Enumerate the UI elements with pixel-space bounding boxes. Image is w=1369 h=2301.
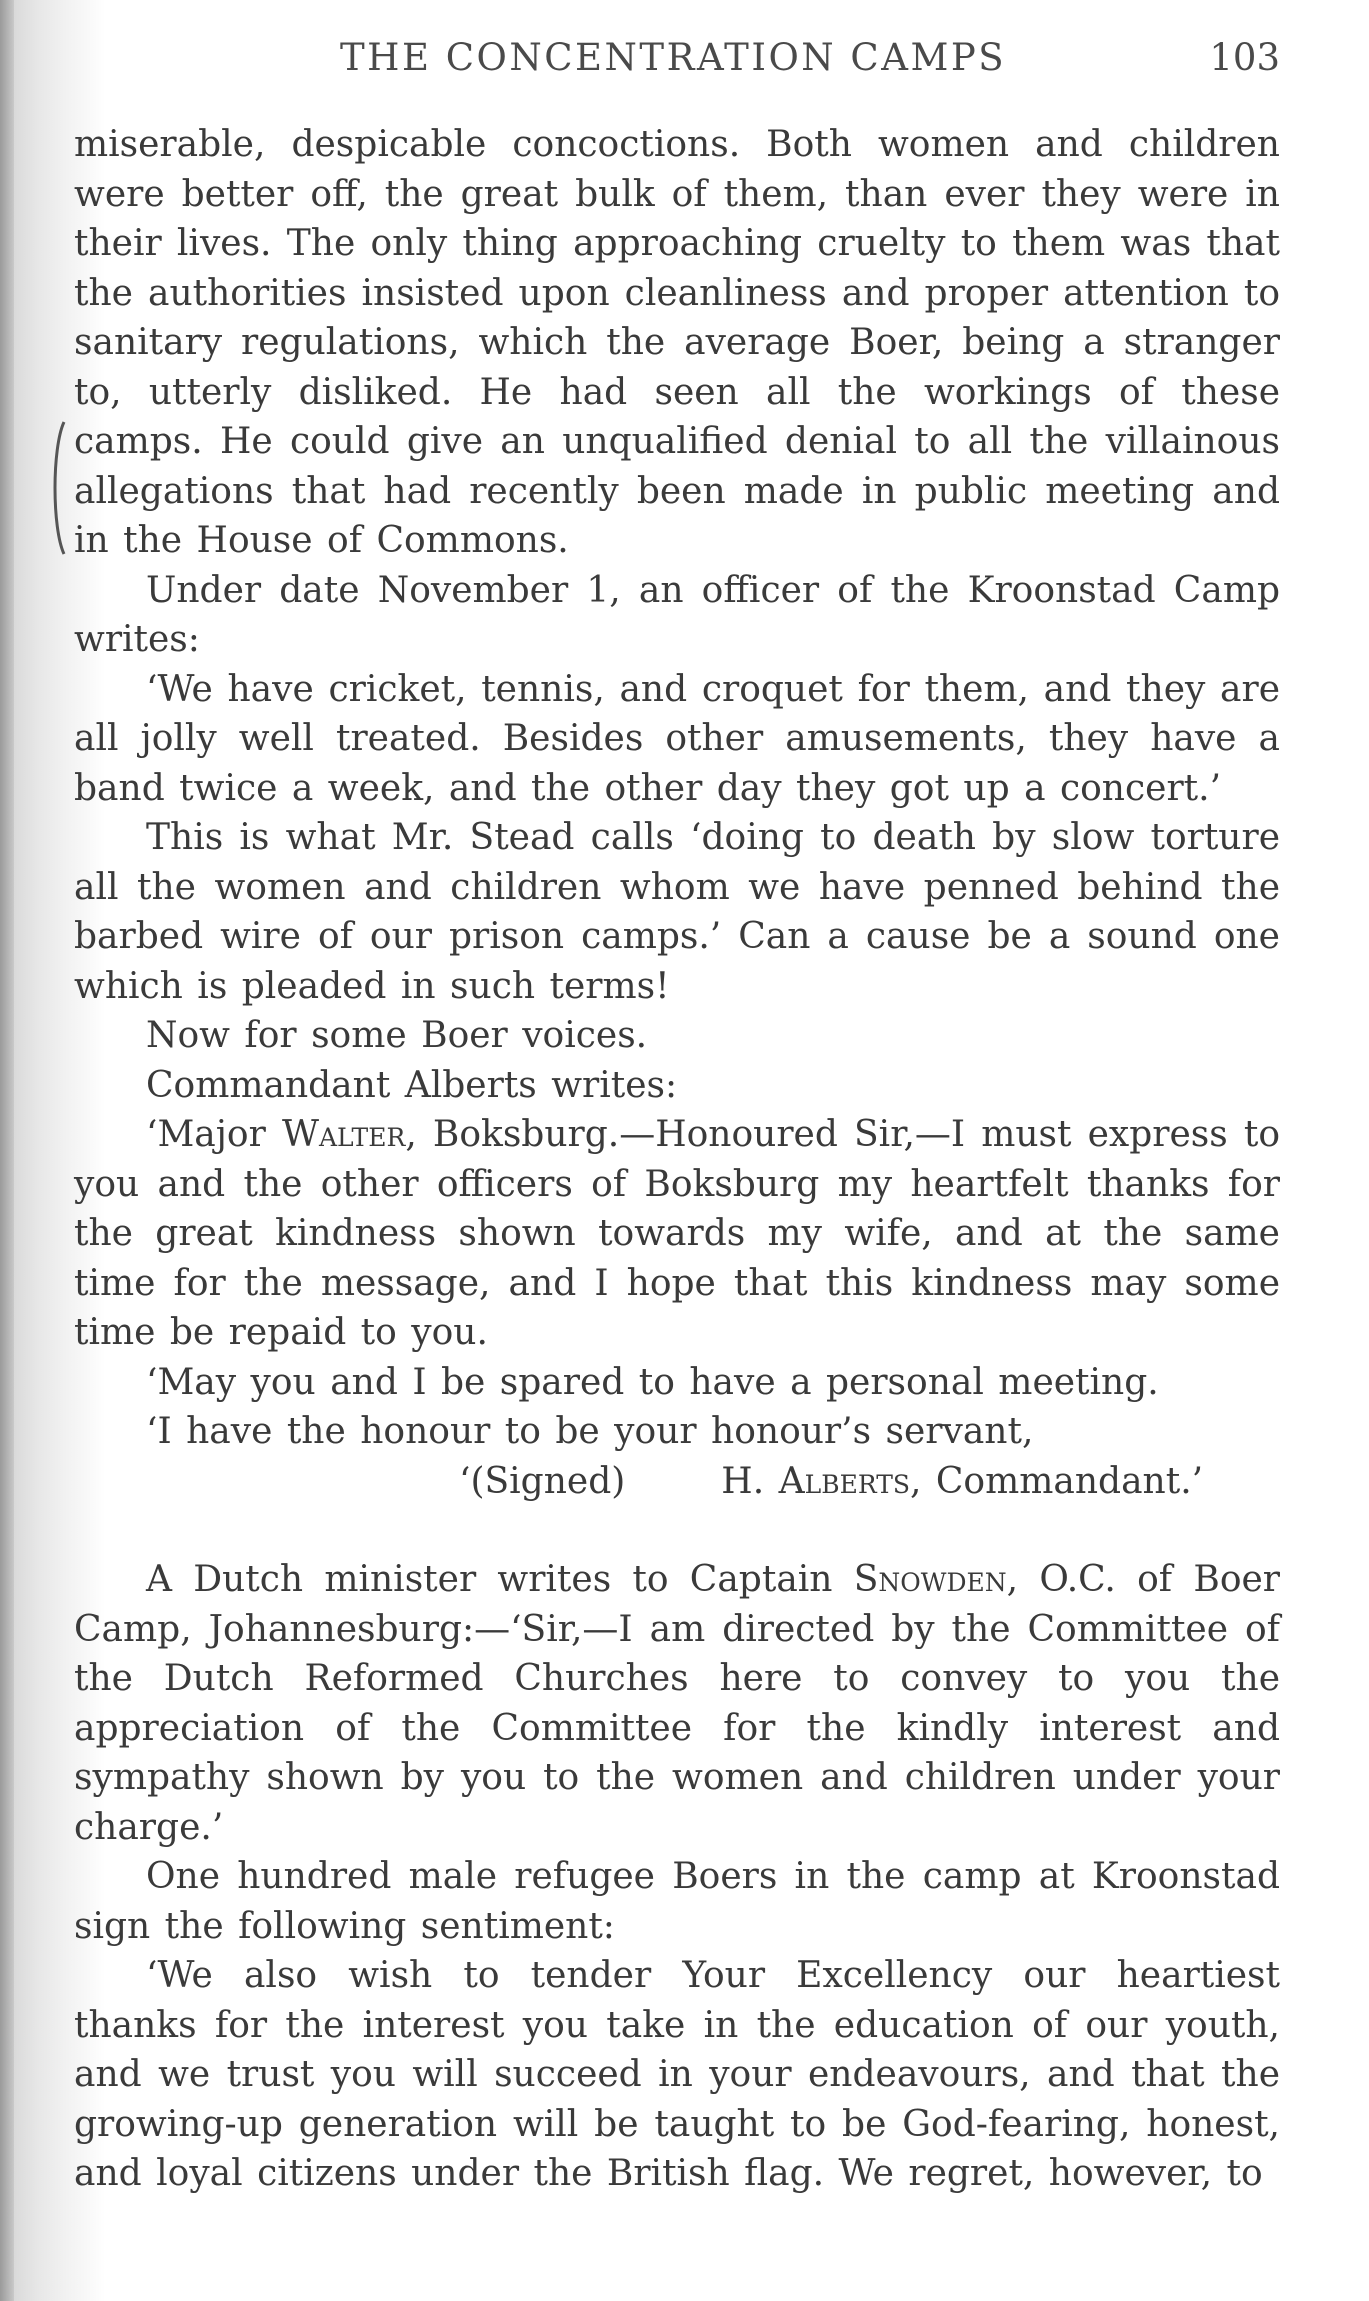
paragraph-4: This is what Mr. Stead calls ‘doing to death by slow torture all the women and children whom we have penned behind the barbed wire of our prison camps.’ Can a cause be a sound one which is pleaded in such terms! (74, 817, 1280, 1007)
minister-opening: A Dutch minister writes to Captain (146, 1559, 854, 1600)
running-title: THE CONCENTRATION CAMPS (340, 36, 1007, 79)
paragraph-10 (74, 1555, 1280, 1852)
paragraph-11: One hundred male refugee Boers in the camp at Kroonstad sign the following sentiment: (74, 1856, 1280, 1947)
body-text (74, 120, 1280, 2199)
paragraph-12-quote: ‘We also wish to tender Your Excellency our heartiest thanks for the interest you take in the education of our youth, and we trust you will succeed in your endeavours, and that the growing-up generation will be taught to be God-fearing, honest, and loyal citizens under the British flag. We regret, however, to (74, 1955, 1280, 2194)
paragraph-2: Under date November 1, an officer of the Kroonstad Camp writes: (74, 569, 1280, 660)
paragraph-5: Now for some Boer voices. (146, 1015, 648, 1056)
name-walter: Walter (281, 1114, 406, 1155)
signature-title: , Commandant.’ (910, 1460, 1204, 1502)
page-number: 103 (1209, 36, 1280, 79)
name-snowden: Snowden (853, 1559, 1007, 1600)
section-gap (74, 1506, 1280, 1555)
signature-name: Alberts (778, 1460, 910, 1502)
minister-body: , O.C. of Boer Camp, Johannesburg:—‘Sir,—I am directed by the Committee of the Dutch Reformed Churches here to convey to you the appreciation of the Committee for the kindly interest and sympathy shown by you to the women and children under your charge.’ (74, 1559, 1281, 1848)
page-header (70, 36, 1280, 96)
paragraph-1: miserable, despicable concoctions. Both women and children were better off, the great bulk of them, than ever they were in their lives. The only thing approaching cruelty to them was that the authorities insisted upon cleanliness and proper attention to sanitary regulations, which the average Boer, being a stranger to, utterly disliked. He had seen all the workings of these camps. He could give an unqualified denial to all the villainous allegations that had recently been made in public meeting and in the House of Commons. (74, 124, 1280, 561)
paragraph-8-letter: ‘May you and I be spared to have a personal meeting. (146, 1361, 1159, 1403)
signature-signed: ‘(Signed) (459, 1460, 626, 1502)
paragraph-3-quote: ‘We have cricket, tennis, and croquet for them, and they are all jolly well treated. Besides other amusements, they have a band twice a week, and the other day they got up a concert.’ (74, 668, 1280, 809)
paragraph-9-letter: ‘I have the honour to be your honour’s servant, (146, 1411, 1034, 1452)
paragraph-6: Commandant Alberts writes: (146, 1064, 678, 1106)
page-binding-edge (0, 0, 14, 2301)
margin-bracket-mark (48, 418, 70, 558)
letter-signature (74, 1457, 1280, 1507)
paragraph-7-letter (74, 1110, 1280, 1358)
signature-initial: H. (721, 1460, 765, 1502)
letter-body: , Boksburg.—Honoured Sir,—I must express to you and the other officers of Boksburg my heartfelt thanks for the great kindness shown towards my wife, and at the same time for the message, and I hope that this kindness may some time be repaid to you. (74, 1114, 1280, 1353)
letter-opening: ‘Major (146, 1114, 282, 1155)
